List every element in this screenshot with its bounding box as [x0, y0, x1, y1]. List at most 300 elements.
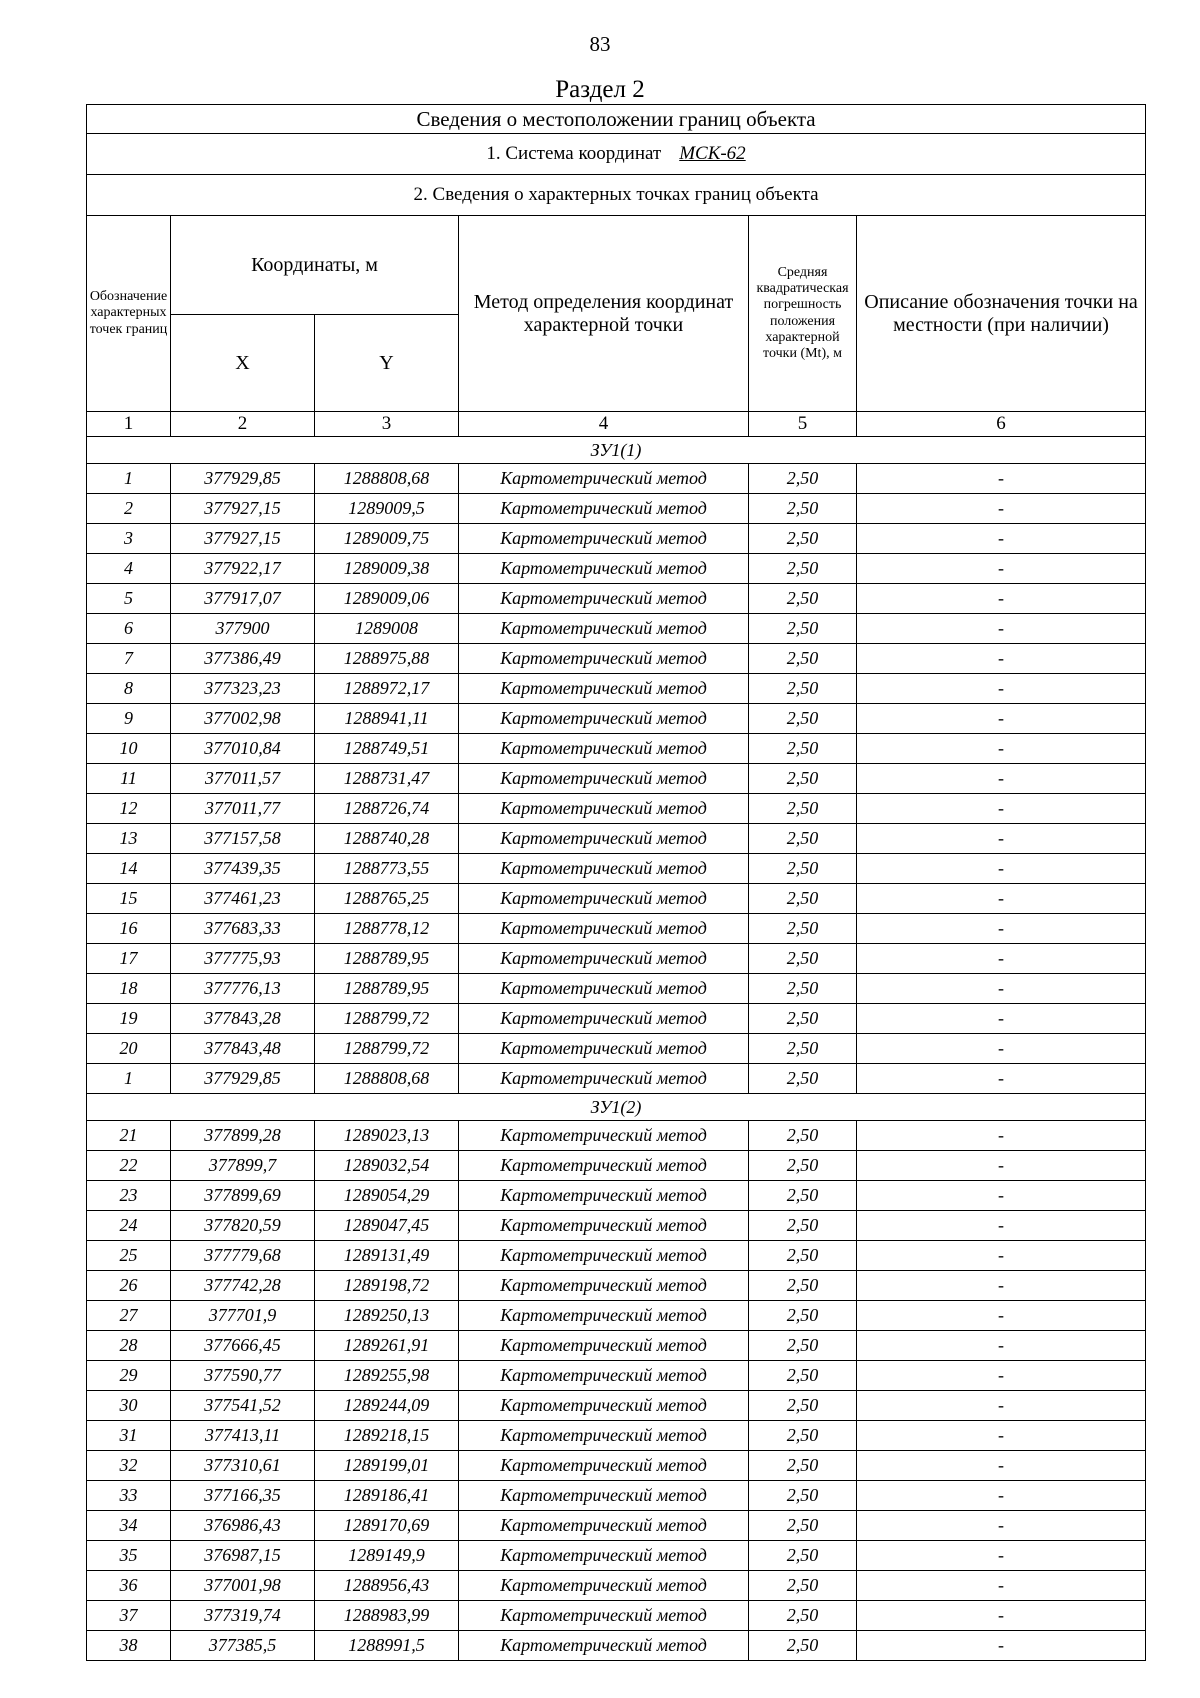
cell-desc: - [857, 1571, 1146, 1601]
table-row [87, 1004, 1146, 1034]
cell-method: Картометрический метод [459, 824, 749, 854]
cell-x: 377900 [171, 614, 315, 644]
cell-method: Картометрический метод [459, 614, 749, 644]
cell-mt: 2,50 [749, 884, 857, 914]
cell-x: 377001,98 [171, 1571, 315, 1601]
cell-desc: - [857, 674, 1146, 704]
cell-method: Картометрический метод [459, 554, 749, 584]
cell-mt: 2,50 [749, 734, 857, 764]
cell-mt: 2,50 [749, 1331, 857, 1361]
cell-mt: 2,50 [749, 854, 857, 884]
cell-method: Картометрический метод [459, 1271, 749, 1301]
cell-n: 7 [87, 644, 171, 674]
cell-y: 1289009,5 [315, 494, 459, 524]
cell-n: 25 [87, 1241, 171, 1271]
cell-y: 1288808,68 [315, 464, 459, 494]
cell-method: Картометрический метод [459, 1571, 749, 1601]
cell-y: 1289170,69 [315, 1511, 459, 1541]
cell-mt: 2,50 [749, 1571, 857, 1601]
cell-desc: - [857, 1481, 1146, 1511]
table-row [87, 494, 1146, 524]
group-label: ЗУ1(1) [87, 437, 1146, 464]
cell-n: 26 [87, 1271, 171, 1301]
cell-y: 1289023,13 [315, 1121, 459, 1151]
cell-mt: 2,50 [749, 1211, 857, 1241]
cell-n: 5 [87, 584, 171, 614]
cell-x: 377779,68 [171, 1241, 315, 1271]
cell-x: 377541,52 [171, 1391, 315, 1421]
cell-n: 8 [87, 674, 171, 704]
table-row [87, 1421, 1146, 1451]
cell-n: 16 [87, 914, 171, 944]
cell-n: 33 [87, 1481, 171, 1511]
header-accuracy: Средняя квадратическая погрешность положения характерной точки (Mt), м [749, 216, 857, 412]
cell-x: 377010,84 [171, 734, 315, 764]
cell-mt: 2,50 [749, 644, 857, 674]
cell-x: 377011,57 [171, 764, 315, 794]
cell-y: 1288956,43 [315, 1571, 459, 1601]
cell-x: 377002,98 [171, 704, 315, 734]
cell-y: 1289149,9 [315, 1541, 459, 1571]
cell-mt: 2,50 [749, 914, 857, 944]
cell-x: 377439,35 [171, 854, 315, 884]
cell-n: 29 [87, 1361, 171, 1391]
cell-n: 1 [87, 1064, 171, 1094]
cell-method: Картометрический метод [459, 974, 749, 1004]
table-row [87, 1331, 1146, 1361]
header-row-1 [87, 216, 1146, 315]
cell-x: 377701,9 [171, 1301, 315, 1331]
cell-n: 19 [87, 1004, 171, 1034]
cell-method: Картометрический метод [459, 1361, 749, 1391]
table-row [87, 1121, 1146, 1151]
table-row [87, 1271, 1146, 1301]
cell-desc: - [857, 1271, 1146, 1301]
table-row [87, 524, 1146, 554]
cell-method: Картометрический метод [459, 1181, 749, 1211]
cell-x: 377929,85 [171, 1064, 315, 1094]
cell-x: 377899,69 [171, 1181, 315, 1211]
table-row [87, 1511, 1146, 1541]
cell-y: 1288991,5 [315, 1631, 459, 1661]
cell-y: 1288975,88 [315, 644, 459, 674]
table-row [87, 464, 1146, 494]
table-row [87, 794, 1146, 824]
cell-mt: 2,50 [749, 1601, 857, 1631]
cell-mt: 2,50 [749, 1241, 857, 1271]
cell-n: 34 [87, 1511, 171, 1541]
cell-desc: - [857, 704, 1146, 734]
cell-y: 1289250,13 [315, 1301, 459, 1331]
table-row [87, 1034, 1146, 1064]
cell-desc: - [857, 1121, 1146, 1151]
cell-desc: - [857, 1361, 1146, 1391]
cell-x: 377899,28 [171, 1121, 315, 1151]
points-heading-row [87, 175, 1146, 216]
cell-mt: 2,50 [749, 1121, 857, 1151]
cell-x: 377310,61 [171, 1451, 315, 1481]
table-row [87, 1391, 1146, 1421]
cell-method: Картометрический метод [459, 944, 749, 974]
cell-desc: - [857, 644, 1146, 674]
cell-mt: 2,50 [749, 1004, 857, 1034]
table-row [87, 1181, 1146, 1211]
table-row [87, 1301, 1146, 1331]
cell-y: 1288789,95 [315, 974, 459, 1004]
cell-y: 1288799,72 [315, 1034, 459, 1064]
cell-mt: 2,50 [749, 1361, 857, 1391]
table-row [87, 1481, 1146, 1511]
cell-x: 377683,33 [171, 914, 315, 944]
cell-desc: - [857, 974, 1146, 1004]
cell-method: Картометрический метод [459, 1331, 749, 1361]
table-row [87, 1541, 1146, 1571]
cell-mt: 2,50 [749, 464, 857, 494]
cell-y: 1289244,09 [315, 1391, 459, 1421]
cell-x: 377922,17 [171, 554, 315, 584]
cell-n: 12 [87, 794, 171, 824]
cell-y: 1289009,06 [315, 584, 459, 614]
cell-mt: 2,50 [749, 554, 857, 584]
cell-mt: 2,50 [749, 1271, 857, 1301]
cell-method: Картометрический метод [459, 644, 749, 674]
cell-y: 1289008 [315, 614, 459, 644]
cell-y: 1289047,45 [315, 1211, 459, 1241]
cell-n: 31 [87, 1421, 171, 1451]
cell-n: 20 [87, 1034, 171, 1064]
header-description: Описание обозначения точки на местности (при наличии) [857, 216, 1146, 412]
cell-desc: - [857, 794, 1146, 824]
cell-method: Картометрический метод [459, 734, 749, 764]
cell-x: 377899,7 [171, 1151, 315, 1181]
cell-n: 22 [87, 1151, 171, 1181]
coord-system-cell [87, 134, 1146, 175]
cell-method: Картометрический метод [459, 794, 749, 824]
cell-n: 37 [87, 1601, 171, 1631]
cell-mt: 2,50 [749, 584, 857, 614]
cell-desc: - [857, 464, 1146, 494]
table-row [87, 1601, 1146, 1631]
cell-desc: - [857, 524, 1146, 554]
cell-x: 377385,5 [171, 1631, 315, 1661]
cell-n: 1 [87, 464, 171, 494]
cell-desc: - [857, 884, 1146, 914]
cell-mt: 2,50 [749, 494, 857, 524]
cell-desc: - [857, 1331, 1146, 1361]
cell-mt: 2,50 [749, 704, 857, 734]
column-numbers-row [87, 412, 1146, 437]
cell-x: 377590,77 [171, 1361, 315, 1391]
table-row [87, 1064, 1146, 1094]
cell-mt: 2,50 [749, 674, 857, 704]
cell-mt: 2,50 [749, 824, 857, 854]
coord-system-label: 1. Система координат [486, 143, 662, 165]
cell-x: 377386,49 [171, 644, 315, 674]
cell-y: 1289199,01 [315, 1451, 459, 1481]
cell-y: 1289009,38 [315, 554, 459, 584]
cell-method: Картометрический метод [459, 704, 749, 734]
cell-desc: - [857, 854, 1146, 884]
cell-n: 6 [87, 614, 171, 644]
cell-n: 2 [87, 494, 171, 524]
cell-mt: 2,50 [749, 1151, 857, 1181]
cell-desc: - [857, 734, 1146, 764]
cell-desc: - [857, 1421, 1146, 1451]
cell-mt: 2,50 [749, 794, 857, 824]
cell-desc: - [857, 1211, 1146, 1241]
cell-method: Картометрический метод [459, 854, 749, 884]
cell-desc: - [857, 1451, 1146, 1481]
group-row [87, 1094, 1146, 1121]
cell-method: Картометрический метод [459, 1151, 749, 1181]
cell-mt: 2,50 [749, 524, 857, 554]
group-label: ЗУ1(2) [87, 1094, 1146, 1121]
cell-method: Картометрический метод [459, 1511, 749, 1541]
cell-y: 1288789,95 [315, 944, 459, 974]
table-row [87, 1211, 1146, 1241]
cell-n: 3 [87, 524, 171, 554]
cell-mt: 2,50 [749, 1034, 857, 1064]
cell-x: 377917,07 [171, 584, 315, 614]
cell-mt: 2,50 [749, 1541, 857, 1571]
cell-method: Картометрический метод [459, 764, 749, 794]
cell-y: 1289218,15 [315, 1421, 459, 1451]
cell-y: 1288983,99 [315, 1601, 459, 1631]
cell-n: 11 [87, 764, 171, 794]
table-caption: Сведения о местоположении границ объекта [87, 105, 1146, 134]
cell-desc: - [857, 554, 1146, 584]
header-method: Метод определения координат характерной точки [459, 216, 749, 412]
cell-y: 1289198,72 [315, 1271, 459, 1301]
cell-n: 21 [87, 1121, 171, 1151]
cell-y: 1289054,29 [315, 1181, 459, 1211]
cell-desc: - [857, 764, 1146, 794]
table-row [87, 944, 1146, 974]
cell-x: 377929,85 [171, 464, 315, 494]
cell-method: Картометрический метод [459, 1631, 749, 1661]
table-row [87, 1241, 1146, 1271]
cell-method: Картометрический метод [459, 1301, 749, 1331]
table-row [87, 554, 1146, 584]
cell-mt: 2,50 [749, 974, 857, 1004]
cell-n: 17 [87, 944, 171, 974]
column-number: 2 [171, 412, 315, 437]
table-row [87, 644, 1146, 674]
cell-x: 377843,28 [171, 1004, 315, 1034]
cell-x: 377843,48 [171, 1034, 315, 1064]
cell-method: Картометрический метод [459, 1601, 749, 1631]
table-row [87, 1151, 1146, 1181]
cell-x: 377927,15 [171, 524, 315, 554]
cell-method: Картометрический метод [459, 1391, 749, 1421]
cell-n: 38 [87, 1631, 171, 1661]
coord-system-value: МСК-62 [679, 143, 746, 165]
cell-desc: - [857, 944, 1146, 974]
cell-desc: - [857, 1601, 1146, 1631]
cell-y: 1288740,28 [315, 824, 459, 854]
cell-n: 4 [87, 554, 171, 584]
table-body [87, 105, 1146, 1661]
cell-n: 13 [87, 824, 171, 854]
table-row [87, 1631, 1146, 1661]
cell-y: 1288749,51 [315, 734, 459, 764]
table-row [87, 674, 1146, 704]
cell-x: 377775,93 [171, 944, 315, 974]
column-number: 1 [87, 412, 171, 437]
cell-method: Картометрический метод [459, 1481, 749, 1511]
table-row [87, 704, 1146, 734]
cell-method: Картометрический метод [459, 1034, 749, 1064]
cell-desc: - [857, 1034, 1146, 1064]
header-y: Y [315, 315, 459, 412]
cell-x: 377461,23 [171, 884, 315, 914]
cell-y: 1289186,41 [315, 1481, 459, 1511]
coord-system-row [87, 134, 1146, 175]
table-row [87, 1361, 1146, 1391]
cell-desc: - [857, 1151, 1146, 1181]
table-row [87, 584, 1146, 614]
cell-desc: - [857, 914, 1146, 944]
table-row [87, 764, 1146, 794]
cell-desc: - [857, 1301, 1146, 1331]
cell-n: 10 [87, 734, 171, 764]
cell-y: 1289255,98 [315, 1361, 459, 1391]
cell-desc: - [857, 1004, 1146, 1034]
cell-x: 377157,58 [171, 824, 315, 854]
column-number: 5 [749, 412, 857, 437]
cell-n: 23 [87, 1181, 171, 1211]
cell-n: 15 [87, 884, 171, 914]
cell-mt: 2,50 [749, 1391, 857, 1421]
cell-desc: - [857, 824, 1146, 854]
cell-x: 377011,77 [171, 794, 315, 824]
cell-y: 1288799,72 [315, 1004, 459, 1034]
cell-method: Картометрический метод [459, 1064, 749, 1094]
cell-desc: - [857, 1541, 1146, 1571]
header-coordinates: Координаты, м [171, 216, 459, 315]
table-row [87, 884, 1146, 914]
header-point-designation: Обозначение характерных точек границ [87, 216, 171, 412]
cell-method: Картометрический метод [459, 494, 749, 524]
cell-desc: - [857, 1511, 1146, 1541]
cell-mt: 2,50 [749, 1481, 857, 1511]
cell-n: 30 [87, 1391, 171, 1421]
cell-mt: 2,50 [749, 1631, 857, 1661]
cell-mt: 2,50 [749, 1451, 857, 1481]
table-row [87, 854, 1146, 884]
cell-mt: 2,50 [749, 1181, 857, 1211]
cell-x: 377776,13 [171, 974, 315, 1004]
cell-desc: - [857, 1631, 1146, 1661]
cell-n: 24 [87, 1211, 171, 1241]
table-row [87, 734, 1146, 764]
cell-y: 1288726,74 [315, 794, 459, 824]
cell-method: Картометрический метод [459, 914, 749, 944]
boundary-points-table [86, 104, 1146, 1661]
cell-desc: - [857, 584, 1146, 614]
header-x: X [171, 315, 315, 412]
section-title: Раздел 2 [555, 76, 645, 103]
cell-method: Картометрический метод [459, 584, 749, 614]
cell-n: 14 [87, 854, 171, 884]
cell-y: 1288731,47 [315, 764, 459, 794]
cell-x: 377323,23 [171, 674, 315, 704]
cell-method: Картометрический метод [459, 1211, 749, 1241]
table-row [87, 974, 1146, 1004]
cell-method: Картометрический метод [459, 1451, 749, 1481]
cell-method: Картометрический метод [459, 1004, 749, 1034]
cell-x: 376987,15 [171, 1541, 315, 1571]
cell-y: 1289261,91 [315, 1331, 459, 1361]
column-number: 3 [315, 412, 459, 437]
cell-method: Картометрический метод [459, 1241, 749, 1271]
cell-x: 377927,15 [171, 494, 315, 524]
cell-y: 1288778,12 [315, 914, 459, 944]
cell-x: 377319,74 [171, 1601, 315, 1631]
cell-desc: - [857, 1241, 1146, 1271]
points-heading: 2. Сведения о характерных точках границ объекта [87, 175, 1146, 216]
cell-n: 27 [87, 1301, 171, 1331]
cell-method: Картометрический метод [459, 1421, 749, 1451]
cell-desc: - [857, 614, 1146, 644]
cell-method: Картометрический метод [459, 884, 749, 914]
cell-x: 377666,45 [171, 1331, 315, 1361]
cell-y: 1288972,17 [315, 674, 459, 704]
cell-mt: 2,50 [749, 1511, 857, 1541]
cell-y: 1289009,75 [315, 524, 459, 554]
table-row [87, 914, 1146, 944]
cell-method: Картометрический метод [459, 1121, 749, 1151]
cell-y: 1288941,11 [315, 704, 459, 734]
cell-method: Картометрический метод [459, 674, 749, 704]
cell-mt: 2,50 [749, 614, 857, 644]
cell-n: 9 [87, 704, 171, 734]
cell-n: 18 [87, 974, 171, 1004]
cell-method: Картометрический метод [459, 524, 749, 554]
page-number: 83 [589, 32, 611, 56]
cell-desc: - [857, 1181, 1146, 1211]
cell-method: Картометрический метод [459, 464, 749, 494]
cell-n: 28 [87, 1331, 171, 1361]
cell-n: 35 [87, 1541, 171, 1571]
cell-x: 376986,43 [171, 1511, 315, 1541]
table-row [87, 824, 1146, 854]
table-row [87, 1571, 1146, 1601]
table-row [87, 614, 1146, 644]
cell-desc: - [857, 494, 1146, 524]
cell-x: 377166,35 [171, 1481, 315, 1511]
cell-y: 1289131,49 [315, 1241, 459, 1271]
cell-y: 1289032,54 [315, 1151, 459, 1181]
cell-x: 377742,28 [171, 1271, 315, 1301]
cell-x: 377820,59 [171, 1211, 315, 1241]
column-number: 4 [459, 412, 749, 437]
cell-mt: 2,50 [749, 1421, 857, 1451]
cell-y: 1288808,68 [315, 1064, 459, 1094]
cell-desc: - [857, 1391, 1146, 1421]
cell-mt: 2,50 [749, 944, 857, 974]
cell-x: 377413,11 [171, 1421, 315, 1451]
table-row [87, 1451, 1146, 1481]
column-number: 6 [857, 412, 1146, 437]
cell-n: 36 [87, 1571, 171, 1601]
table-caption-row [87, 105, 1146, 134]
cell-method: Картометрический метод [459, 1541, 749, 1571]
cell-mt: 2,50 [749, 1064, 857, 1094]
cell-desc: - [857, 1064, 1146, 1094]
cell-mt: 2,50 [749, 1301, 857, 1331]
cell-y: 1288765,25 [315, 884, 459, 914]
